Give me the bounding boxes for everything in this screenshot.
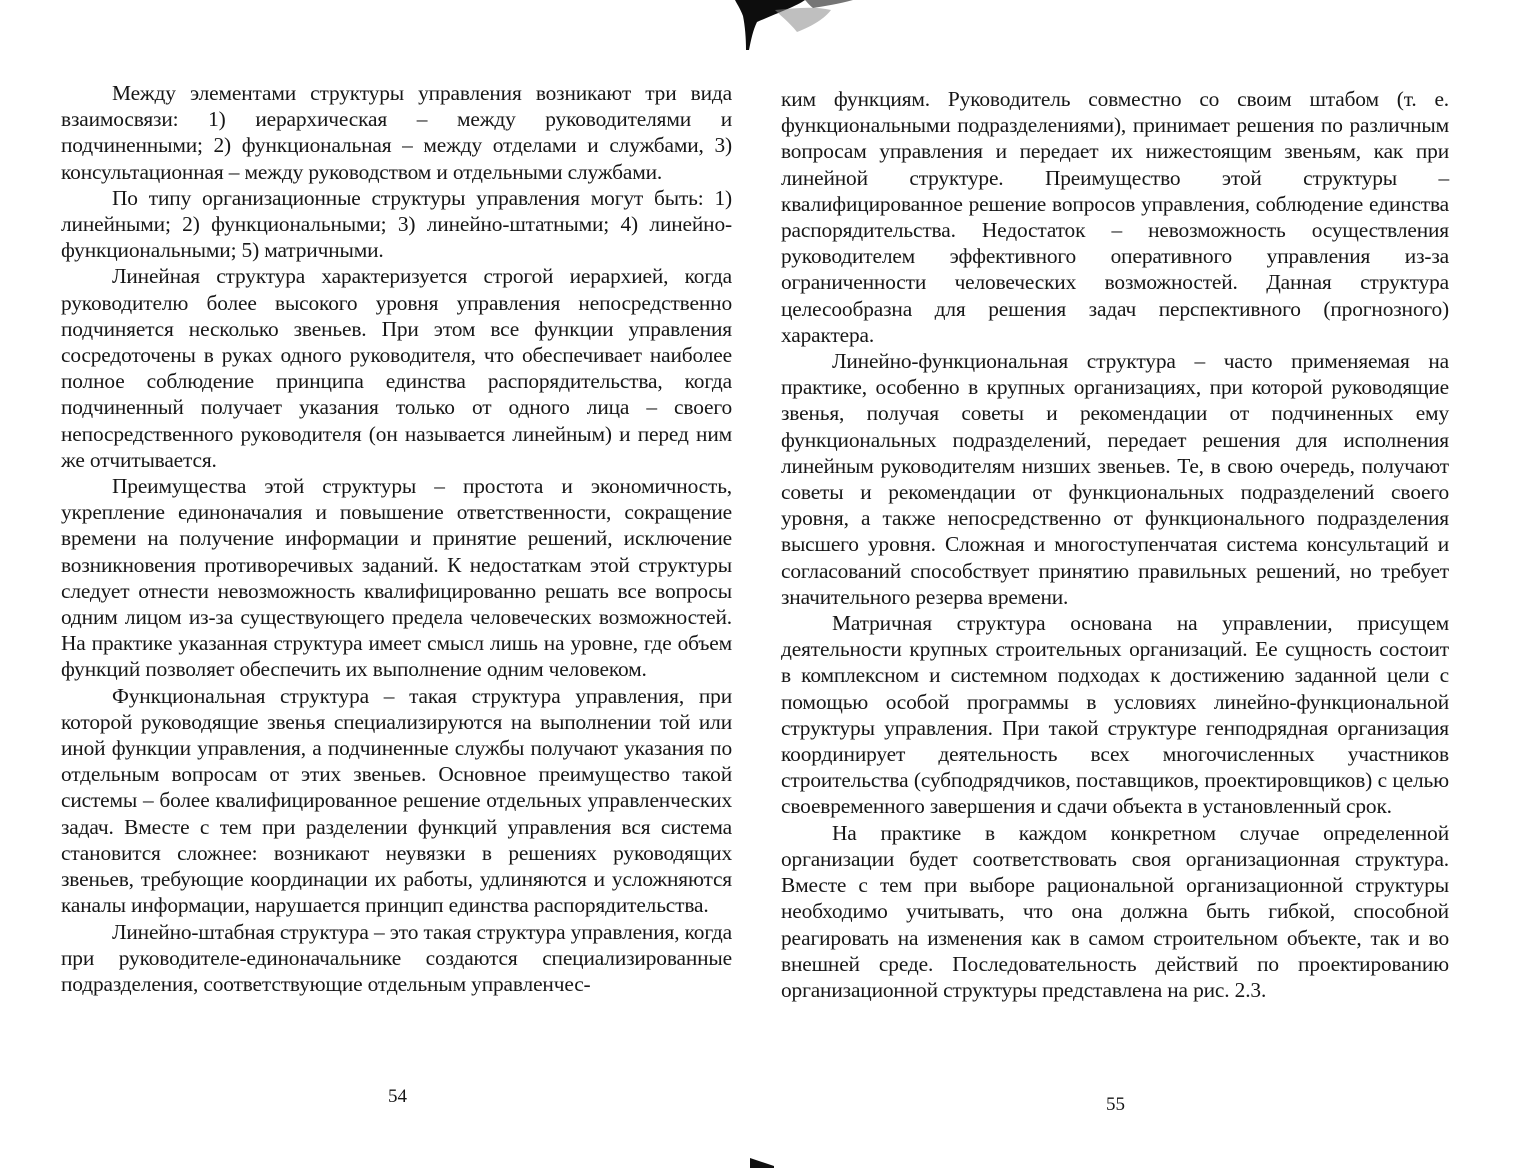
left-page xyxy=(0,0,761,1168)
right-page xyxy=(761,0,1523,1168)
paragraph: По типу организационные структуры управления могут быть: 1) линейными; 2) функциональными; 3) линейно-штатными; 4) линейно-функциональными; 5) матричными. xyxy=(61,185,732,263)
page-number: 55 xyxy=(1106,1094,1125,1115)
paragraph: Между элементами структуры управления возникают три вида взаимосвязи: 1) иерархическая – между руководителями и подчиненными; 2) функциональная – между отделами и службами, 3) консультационная – между руководством и отдельными службами. xyxy=(61,81,732,184)
paragraph: Преимущества этой структуры – простота и экономичность, укрепление единоначалия и повышение ответственности, сокращение времени на получение информации и принятие решений, исключение возникновения противоречивых заданий. К недостаткам этой структуры следует отнести невозможность квалифицированно решать все вопросы одним лицом из-за существующего предела человеческих возможностей. На практике указанная структура имеет смысл лишь на уровне, где объем функций позволяет обеспечить их выполнение одним человеком. xyxy=(61,474,732,682)
paragraph: Матричная структура основана на управлении, присущем деятельности крупных строительных организаций. Ее сущность состоит в комплексном и системном подходах к достижению заданной цели с помощью особой программы в условиях линейно-функциональной структуры управления. При такой структуре генподрядная организация координирует деятельность всех многочисленных участников строительства (субподрядчиков, поставщиков, проектировщиков) с целью своевременного завершения и сдачи объекта в установленный срок. xyxy=(781,611,1449,819)
paragraph-continuation: ким функциям. Руководитель совместно со своим штабом (т. е. функциональными подразделениями), принимает решения по различным вопросам управления и передает их нижестоящим звеньям, как при линейной структуре. Преимущество этой структуры – квалифицированное решение вопросов управления, соблюдение единства распорядительства. Недостаток – невозможность осуществления руководителем эффективного оперативного управления из-за ограниченности человеческих возможностей. Данная структура целесообразна для решения задач перспективного (прогнозного) характера. xyxy=(781,87,1449,347)
left-page-body xyxy=(61,80,732,997)
paragraph: Линейно-функциональная структура – часто применяемая на практике, особенно в крупных организациях, при которой руководящие звенья, получая советы и рекомендации от подчиненных ему функциональных подразделений, передает решения для исполнения линейным руководителям низших звеньев. Те, в свою очередь, получают советы и рекомендации от функциональных подразделений своего уровня, а также непосредственно от функционального подразделения высшего уровня. Сложная и многоступенчатая система консультаций и согласований способствует принятию правильных решений, но требует значительного резерва времени. xyxy=(781,349,1449,609)
paragraph: На практике в каждом конкретном случае определенной организации будет соответствовать своя организационная структура. Вместе с тем при выборе рациональной организационной структуры необходимо учитывать, что она должна быть гибкой, способной реагировать на изменения как в самом строительном объекте, так и во внешней среде. Последовательность действий по проектированию организационной структуры представлена на рис. 2.3. xyxy=(781,820,1449,1002)
paragraph: Функциональная структура – такая структура управления, при которой руководящие звенья специализируются на выполнении той или иной функции управления, а подчиненные службы получают указания по отдельным вопросам от этих звеньев. Основное преимущество такой системы – более квалифицированное решение отдельных управленческих задач. Вместе с тем при разделении функций управления вся система становится сложнее: возникают неувязки в решениях руководящих звеньев, требующие координации их работы, удлиняются и усложняются каналы информации, нарушается принцип единства распорядительства. xyxy=(61,683,732,918)
right-page-body xyxy=(781,86,1449,1003)
paragraph: Линейно-штабная структура – это такая структура управления, когда при руководителе-единоначальнике создаются специализированные подразделения, соответствующие отдельным управленчес- xyxy=(61,919,732,996)
page-number: 54 xyxy=(388,1086,407,1107)
paragraph: Линейная структура характеризуется строгой иерархией, когда руководителю более высокого уровня управления непосредственно подчиняется несколько звеньев. При этом все функции управления сосредоточены в руках одного руководителя, что обеспечивает наиболее полное соблюдение принципа единства распорядительства, когда подчиненный получает указания только от одного лица – своего непосредственного руководителя (он называется линейным) и перед ним же отчитывается. xyxy=(61,264,732,472)
